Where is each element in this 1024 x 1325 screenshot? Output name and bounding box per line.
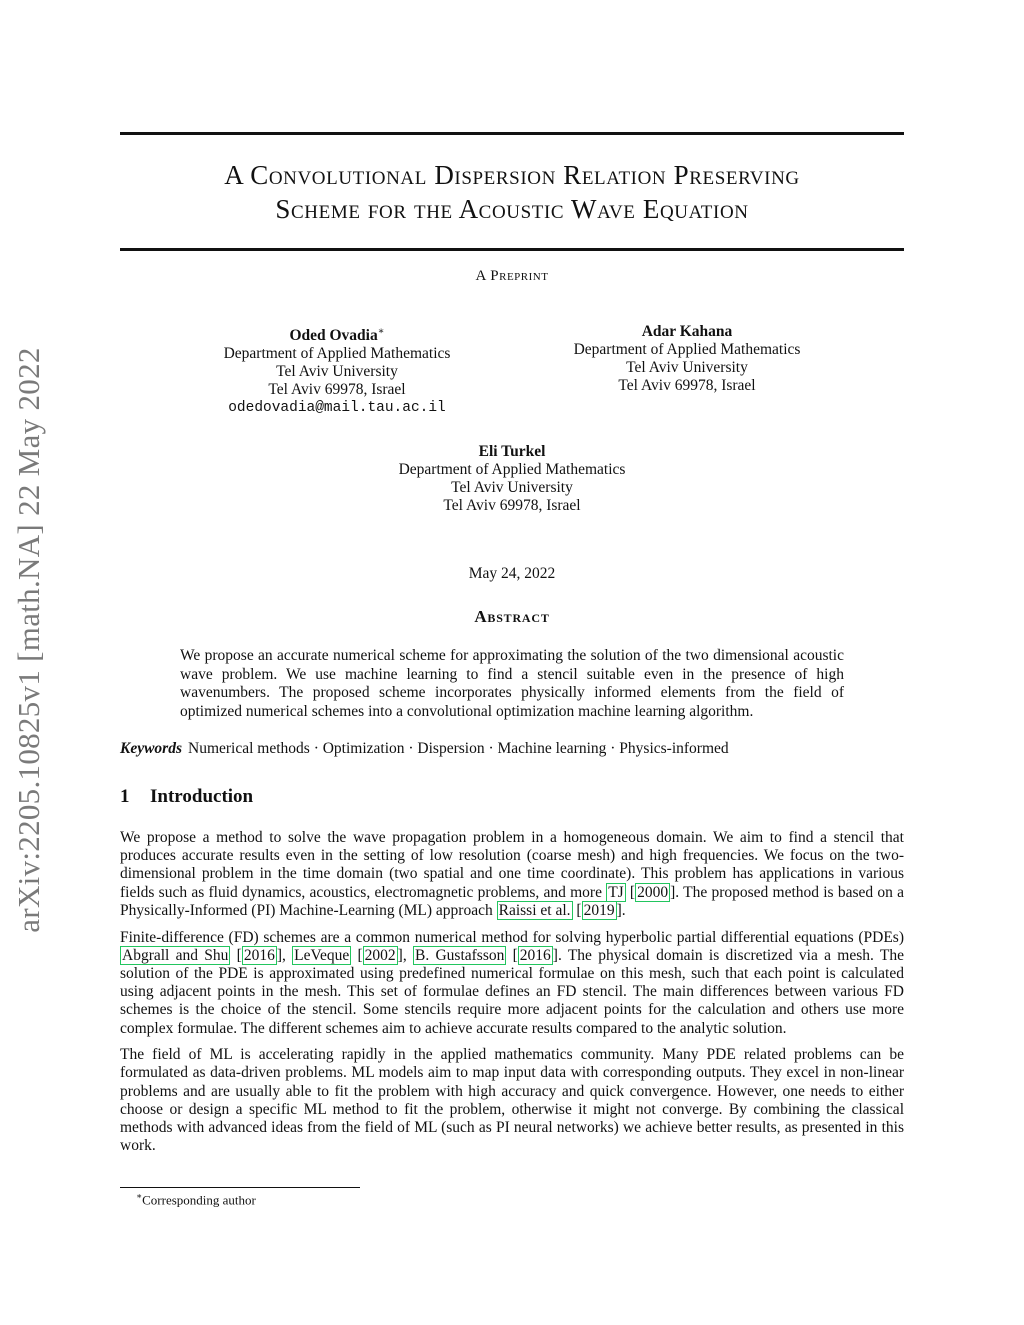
footnote-marker[interactable]: ∗ (377, 326, 385, 337)
author-university: Tel Aviv University (626, 359, 748, 376)
section-body (120, 829, 904, 1164)
title-line-2: Scheme for the Acoustic Wave Equation (275, 194, 749, 224)
author-department: Department of Applied Mathematics (223, 345, 451, 363)
paragraph: Finite-difference (FD) schemes are a common numerical method for solving hyperbolic partial differential equations (PDEs) Abgrall and Shu [ 2016 ], LeVeque [ 2002 ], B. Gustafsson [ 2016 ]. The physical domain is discretized via a mesh. The solution of the PDE is approximated using predefined numerical formulae on this mesh, such that each point is calculated using adjacent points in the mesh. This set of formulae defines an FD stencil. The main differences between various FD schemes is the choice of the stencil. Some stencils require more adjacent points for the calculation and others use more complex formulae. The different schemes aim to achieve accurate results compared to the analytic solution. (120, 928, 904, 1037)
footnote (136, 1191, 256, 1208)
author-email[interactable]: odedovadia@mail.tau.ac.il (228, 400, 446, 417)
author-name: Eli Turkel (478, 443, 546, 460)
preprint-label: A Preprint (475, 268, 549, 284)
author-department: Department of Applied Mathematics (573, 341, 801, 358)
paragraph: We propose a method to solve the wave propagation problem in a homogeneous domain. We aim to find a stencil that produces accurate results even in the setting of low resolution (coarse mesh) and high frequencies. We focus on the two-dimensional problem in the time domain (two spatial and one time coordinate). This problem has applications in various fields such as fluid dynamics, acoustics, electromagnetic problems, and more TJ [ 2000 ]. The proposed method is based on a Physically-Informed (PI) Machine-Learning (ML) approach Raissi et al. [ 2019 ]. (120, 829, 904, 919)
author-department: Department of Applied Mathematics (398, 461, 626, 478)
footnote-text: Corresponding author (142, 1192, 256, 1208)
citation-year-link[interactable]: 2000 (637, 883, 669, 901)
citation-link[interactable]: Abgrall and Shu (122, 946, 229, 964)
author-block (187, 323, 487, 417)
author-university: Tel Aviv University (276, 363, 398, 381)
publication-date: May 24, 2022 (468, 565, 556, 582)
paper-title (120, 158, 904, 226)
author-address: Tel Aviv 69978, Israel (443, 497, 581, 514)
section-title: Introduction (150, 786, 254, 807)
section-heading (120, 786, 904, 808)
citation-link[interactable]: TJ (608, 883, 624, 901)
author-address: Tel Aviv 69978, Israel (618, 377, 756, 394)
author-name: Oded Ovadia∗ (289, 326, 385, 345)
citation-link[interactable]: Raissi et al. (498, 901, 571, 919)
citation-year-link[interactable]: 2016 (519, 946, 551, 964)
section-number: 1 (120, 786, 130, 807)
keywords-list: Numerical methods · Optimization · Dispersion · Machine learning · Physics-informed (188, 740, 729, 757)
citation-year-link[interactable]: 2002 (364, 946, 396, 964)
abstract-heading: Abstract (474, 607, 550, 626)
title-bottom-rule (120, 248, 904, 251)
author-name: Adar Kahana (641, 323, 733, 340)
author-block (537, 323, 837, 395)
arxiv-identifier-stamp: arXiv:2205.10825v1 [math.NA] 22 May 2022 (11, 347, 46, 933)
author-block (362, 443, 662, 515)
footnote-rule (120, 1187, 360, 1188)
title-top-rule (120, 132, 904, 135)
author-address: Tel Aviv 69978, Israel (268, 381, 406, 399)
citation-link[interactable]: B. Gustafsson (414, 946, 505, 964)
paragraph: The field of ML is accelerating rapidly in the applied mathematics community. Many PDE related problems can be formulated as data-driven problems. ML models aim to map input data with corresponding outputs. They excel in non-linear problems and are usually able to fit the problem with high accuracy and quick convergence. However, one needs to either choose or design a specific ML method to fit the problem, otherwise it might not converge. By combining the classical methods with advanced ideas from the field of ML (such as PI neural networks) we achieve better results, as presented in this work. (120, 1046, 904, 1155)
keywords-label: Keywords (120, 740, 182, 757)
author-university: Tel Aviv University (451, 479, 573, 496)
citation-year-link[interactable]: 2016 (243, 946, 275, 964)
title-line-1: A Convolutional Dispersion Relation Preserving (224, 160, 800, 190)
citation-year-link[interactable]: 2019 (583, 901, 615, 919)
citation-link[interactable]: LeVeque (294, 946, 350, 964)
abstract-text: We propose an accurate numerical scheme for approximating the solution of the two dimensional acoustic wave problem. We use machine learning to find a stencil suitable even in the presence of high wavenumbers. The proposed scheme incorporates physically informed elements from the field of optimized numerical schemes into a convolutional optimization machine learning algorithm. (180, 647, 844, 720)
footnote-mark: ∗ (136, 1191, 143, 1201)
keywords-line (120, 740, 904, 758)
